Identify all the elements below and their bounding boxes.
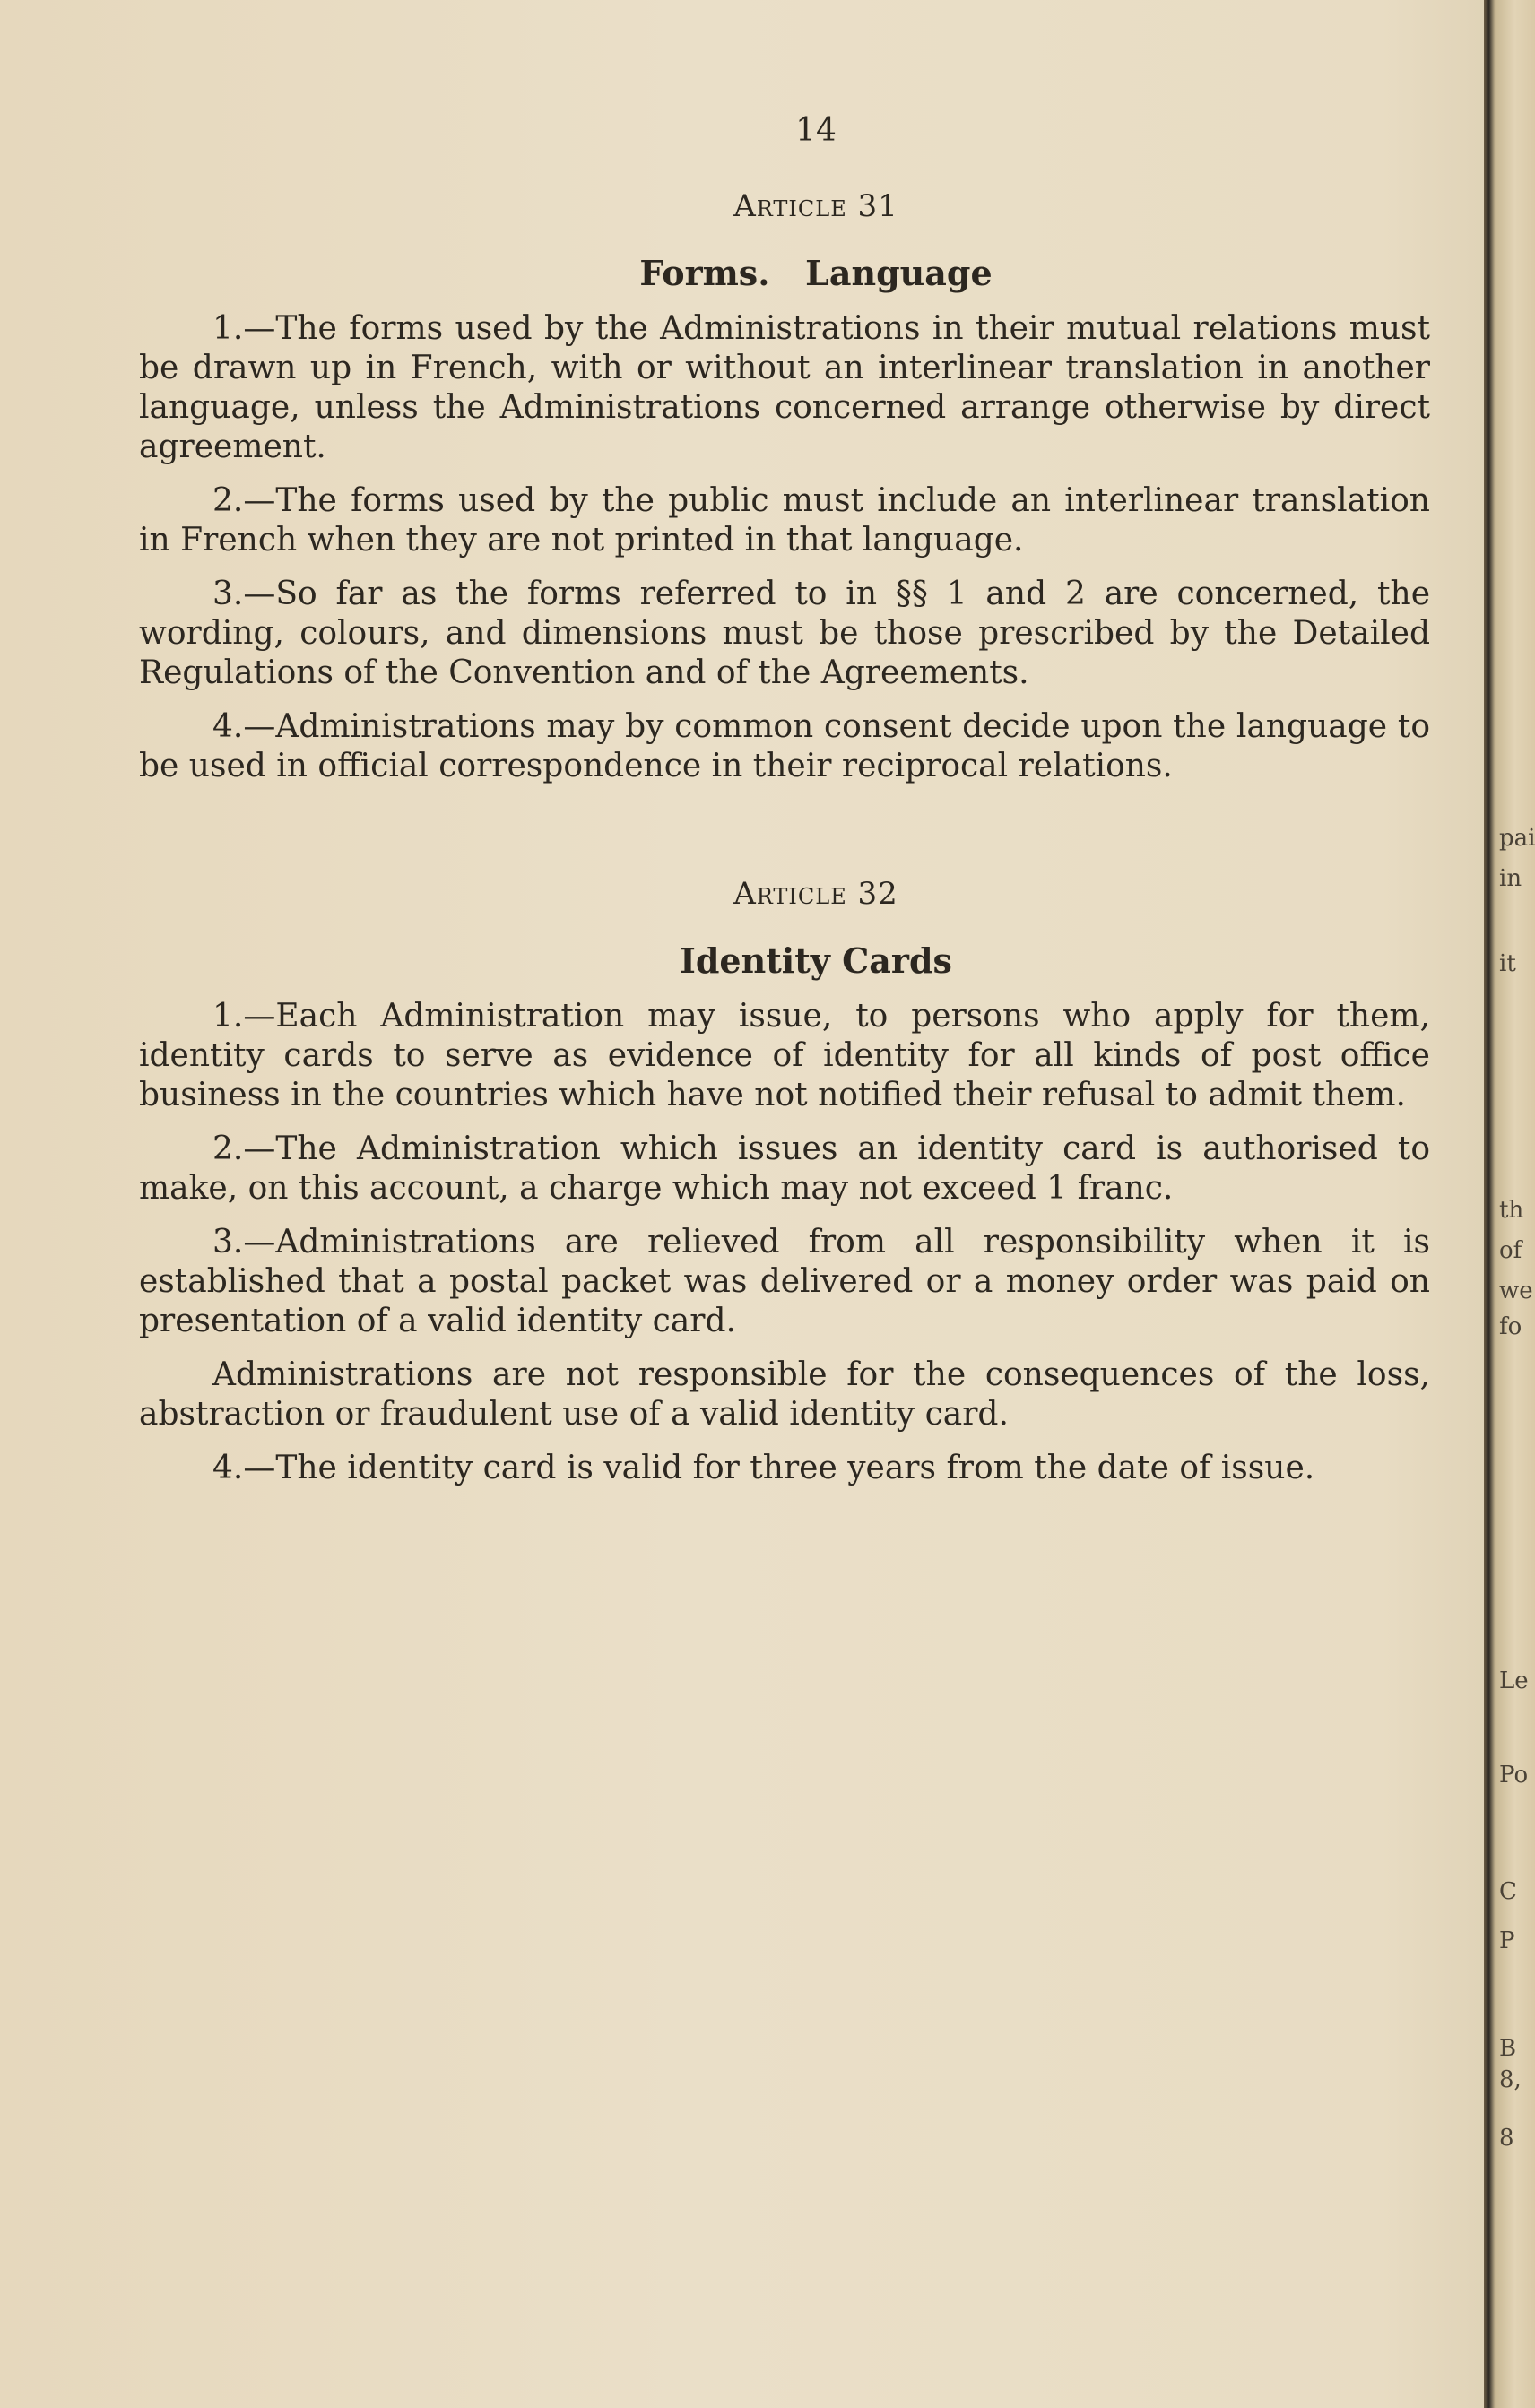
adjacent-page-fragment: it xyxy=(1499,950,1516,977)
article-title: Forms. Language xyxy=(639,253,993,293)
adjacent-page-fragment: pai xyxy=(1499,825,1535,852)
paragraph: 4.—The identity card is valid for three years from the date of issue. xyxy=(212,1450,1315,1486)
adjacent-page-fragment: 8, xyxy=(1499,2066,1522,2093)
paragraph: 1.—Each Administration may issue, to persons who apply for them, identity cards to serve as evidence of identity for all kinds of post office business in the countries which have not notified their refusal to admit them. xyxy=(139,998,1430,1113)
adjacent-page-fragment: fo xyxy=(1499,1313,1522,1340)
page-number: 14 xyxy=(795,112,837,149)
article-31 xyxy=(139,188,1470,786)
article-heading: Article 32 xyxy=(733,876,898,912)
paragraph: Administrations are not responsible for the consequences of the loss, abstraction or fraudulent use of a valid identity card. xyxy=(139,1356,1430,1433)
adjacent-page-fragment: of xyxy=(1499,1237,1522,1264)
paragraph: 3.—So far as the forms referred to in §§ 1 and 2 are concerned, the wording, colours, and dimensions must be those prescribed by the Detailed Regulations of the Convention and of the Agreements. xyxy=(139,576,1430,691)
article-title: Identity Cards xyxy=(680,940,952,981)
adjacent-page-fragment: th xyxy=(1499,1197,1524,1224)
adjacent-page-fragment: Le xyxy=(1499,1667,1529,1694)
paragraph: 1.—The forms used by the Administrations in their mutual relations must be drawn up in French, with or without an interlinear translation in another language, unless the Administrations concerned arrange otherwise by direct agreement. xyxy=(139,310,1430,465)
paragraph: 3.—Administrations are relieved from all responsibility when it is established that a postal packet was delivered or a money order was paid on presentation of a valid identity card. xyxy=(139,1224,1430,1339)
adjacent-page-fragment: P xyxy=(1499,1927,1515,1954)
article-heading: Article 31 xyxy=(733,188,898,224)
paragraph: 4.—Administrations may by common consent decide upon the language to be used in official correspondence in their reciprocal relations. xyxy=(139,708,1430,784)
adjacent-page-fragment: in xyxy=(1499,865,1522,892)
adjacent-page-fragment: we xyxy=(1499,1278,1533,1304)
adjacent-page-fragment: C xyxy=(1499,1878,1517,1905)
adjacent-page-fragment: 8 xyxy=(1499,2125,1514,2152)
paragraph: 2.—The Administration which issues an identity card is authorised to make, on this account, a charge which may not exceed 1 franc. xyxy=(139,1130,1430,1207)
adjacent-page-fragment: Po xyxy=(1499,1762,1529,1789)
page-content xyxy=(139,112,1470,1503)
adjacent-page-fragment: B xyxy=(1499,2035,1517,2062)
article-32 xyxy=(139,876,1470,1488)
paragraph: 2.—The forms used by the public must include an interlinear translation in French when they are not printed in that language. xyxy=(139,482,1430,559)
